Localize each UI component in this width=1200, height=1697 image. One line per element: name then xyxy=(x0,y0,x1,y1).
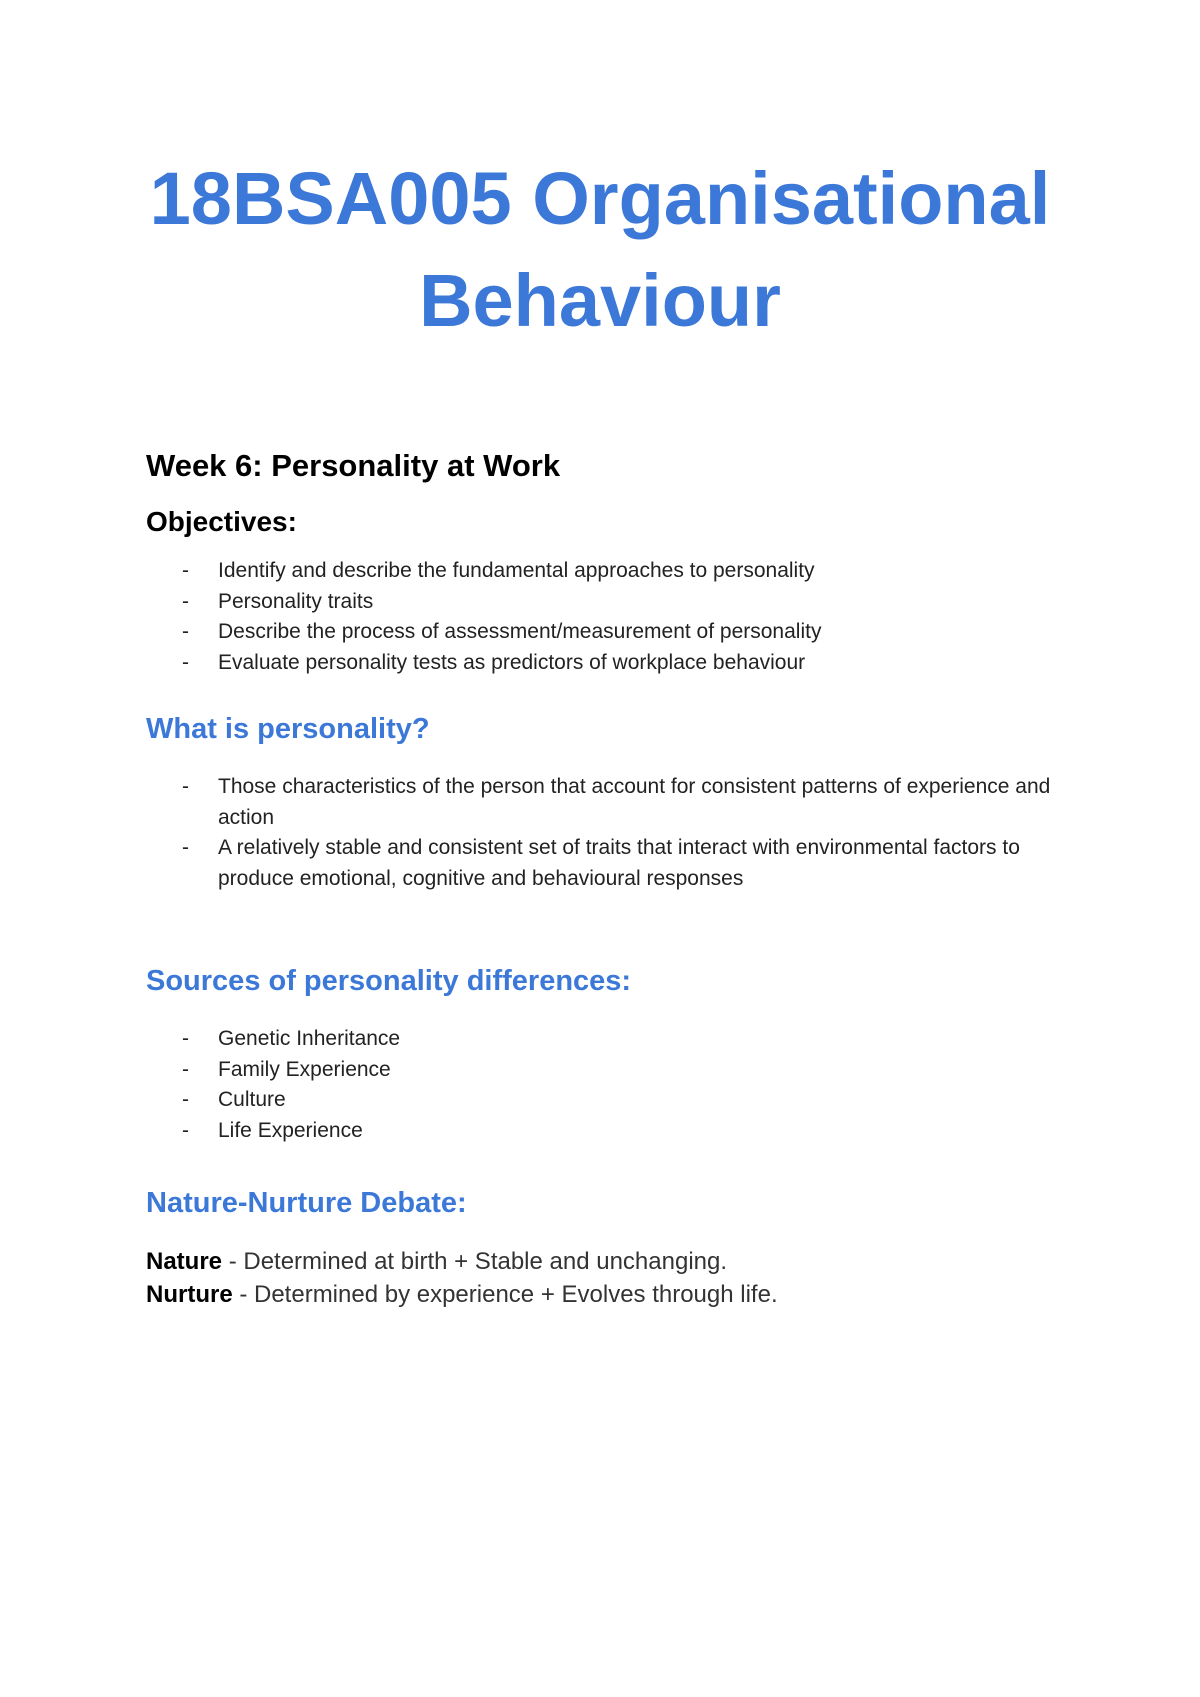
nurture-definition xyxy=(146,1279,778,1311)
list-item: - Those characteristics of the person that account for consistent patterns of experience and action xyxy=(146,772,1076,833)
list-item: - A relatively stable and consistent set of traits that interact with environmental factors to produce emotional, cognitive and behavioural responses xyxy=(146,833,1076,894)
document-title xyxy=(0,148,1200,352)
what-is-personality-heading: What is personality? xyxy=(146,713,430,745)
list-item: - Evaluate personality tests as predictors of workplace behaviour xyxy=(146,648,1076,679)
dash-bullet: - xyxy=(182,1118,189,1142)
list-item: - Personality traits xyxy=(146,587,1076,618)
list-item: - Identify and describe the fundamental approaches to personality xyxy=(146,556,1076,587)
dash-bullet: - xyxy=(182,559,189,582)
list-item: - Family Experience xyxy=(146,1055,1076,1086)
title-line-1: 18BSA005 Organisational xyxy=(149,157,1051,240)
dash-bullet: - xyxy=(182,1057,189,1081)
nature-definition xyxy=(146,1246,727,1278)
list-item: - Genetic Inheritance xyxy=(146,1024,1076,1055)
dash-bullet: - xyxy=(182,1027,189,1050)
nurture-term: Nurture xyxy=(146,1281,233,1308)
objectives-heading: Objectives: xyxy=(146,506,297,537)
sources-heading: Sources of personality differences: xyxy=(146,965,632,997)
nature-nurture-heading: Nature-Nurture Debate: xyxy=(146,1187,467,1219)
nature-text: - Determined at birth + Stable and unchanging. xyxy=(222,1248,728,1275)
nature-term: Nature xyxy=(146,1248,223,1275)
personality-definition-list xyxy=(146,772,1076,894)
dash-bullet: - xyxy=(182,836,189,859)
sources-list xyxy=(146,1024,1076,1146)
dash-bullet: - xyxy=(182,775,189,798)
dash-bullet: - xyxy=(182,589,189,613)
nurture-text: - Determined by experience + Evolves through life. xyxy=(232,1281,778,1308)
list-item: - Describe the process of assessment/measurement of personality xyxy=(146,617,1076,648)
title-line-2: Behaviour xyxy=(419,259,781,342)
dash-bullet: - xyxy=(182,1088,189,1111)
list-item: - Life Experience xyxy=(146,1116,1076,1147)
dash-bullet: - xyxy=(182,620,189,643)
objectives-list xyxy=(146,556,1076,678)
list-item: - Culture xyxy=(146,1085,1076,1116)
dash-bullet: - xyxy=(182,650,189,674)
week-heading: Week 6: Personality at Work xyxy=(146,448,561,483)
